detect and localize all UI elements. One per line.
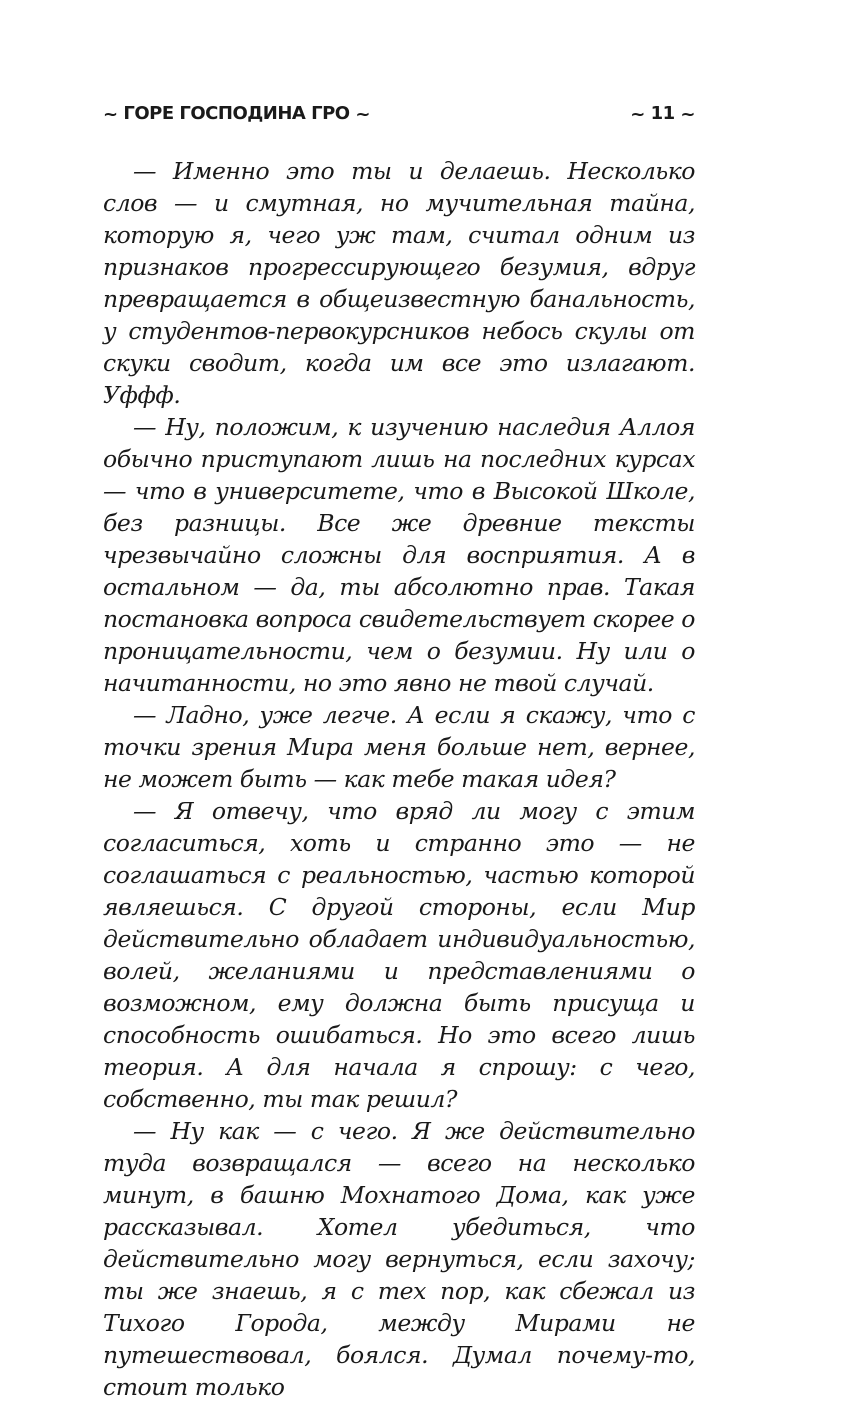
paragraph: — Ну, положим, к изучению наследия Аллоя обычно приступают лишь на последних курсах — что в университете, что в Высокой Школе, без разницы. Все же древние тексты чрезвычайно сложны для восприятия. А в остальном — да, ты абсолютно прав. Такая постановка вопроса свидетельствует скорее о проницательности, чем о безумии. Ну или о начитанности, но это явно не твой случай. — [103, 413, 695, 697]
tilde-ornament-right: ~ — [680, 104, 695, 125]
paragraph: — Я отвечу, что вряд ли могу с этим согласиться, хоть и странно это — не соглашаться с реальностью, частью которой являешься. С другой стороны, если Мир действительно обладает индивидуальностью, волей, желаниями и представлениями о возможном, ему должна быть присуща и способность ошибаться. Но это всего лишь теория. А для начала я спрошу: с чего, собственно, ты так решил? — [103, 797, 695, 1113]
page-number-group — [630, 103, 695, 124]
tilde-ornament-left: ~ — [103, 104, 118, 125]
page-number: 11 — [650, 103, 675, 124]
running-title-group — [103, 103, 370, 124]
running-header — [103, 103, 695, 131]
paragraph: — Именно это ты и делаешь. Несколько слов — и смутная, но мучительная тайна, которую я, чего уж там, считал одним из признаков прогрессирующего безумия, вдруг превращается в общеизвестную банальность, у студентов-первокурсников небось скулы от скуки сводит, когда им все это излагают. Уффф. — [103, 157, 695, 409]
running-title: ГОРЕ ГОСПОДИНА ГРО — [123, 103, 350, 124]
paragraph: — Ладно, уже легче. А если я скажу, что с точки зрения Мира меня больше нет, вернее, не может быть — как тебе такая идея? — [103, 701, 695, 793]
tilde-ornament-left: ~ — [630, 104, 645, 125]
body-text — [103, 155, 695, 1403]
tilde-ornament-right: ~ — [355, 104, 370, 125]
paragraph: — Ну как — с чего. Я же действительно туда возвращался — всего на несколько минут, в башню Мохнатого Дома, как уже рассказывал. Хотел убедиться, что действительно могу вернуться, если захочу; ты же знаешь, я с тех пор, как сбежал из Тихого Города, между Мирами не путешествовал, боялся. Думал почему-то, стоит только — [103, 1117, 695, 1401]
